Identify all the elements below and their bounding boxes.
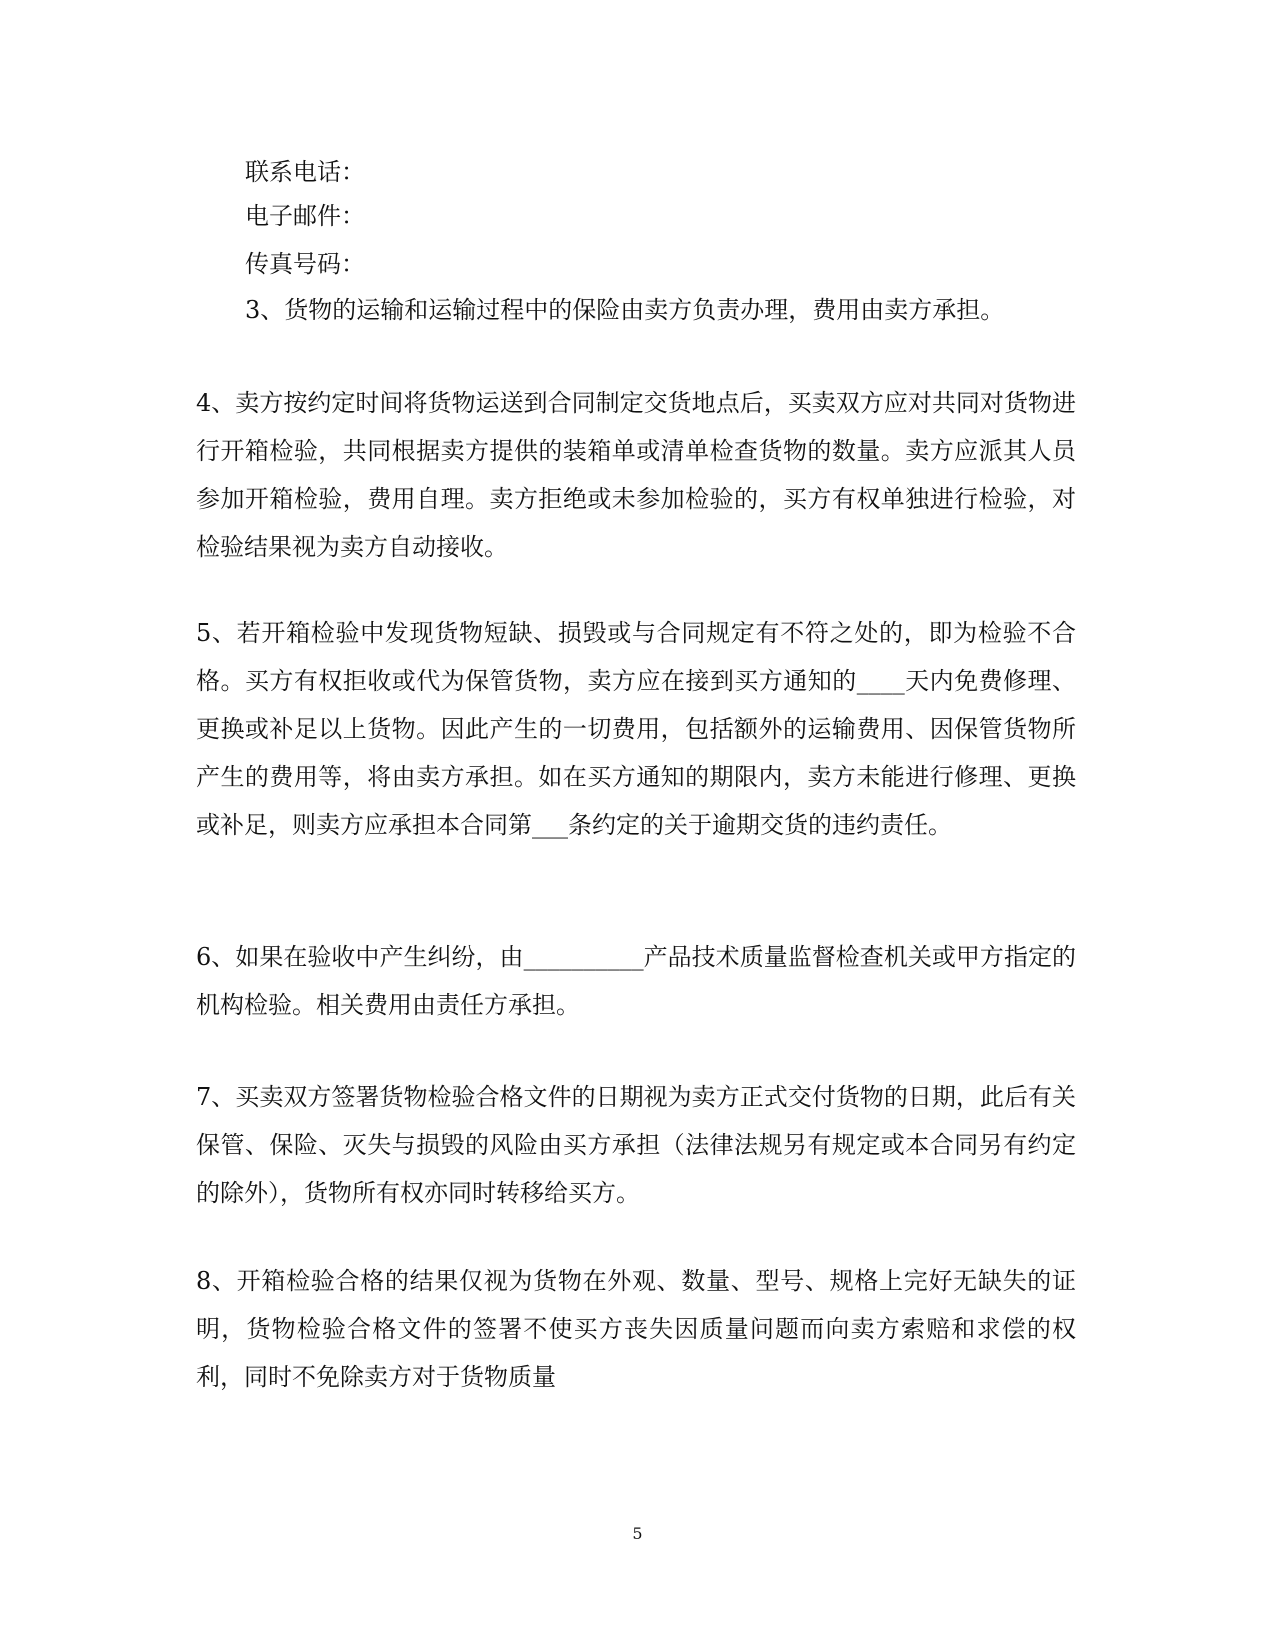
contact-email-label: 电子邮件：: [245, 202, 365, 230]
page-number: 5: [632, 1524, 643, 1543]
clause-7: 7、买卖双方签署货物检验合格文件的日期视为卖方正式交付货物的日期，此后有关保管、保险、灭失与损毁的风险由买方承担（法律法规另有规定或本合同另有约定的除外），货物所有权亦同时转移给买方。: [196, 1083, 1076, 1207]
contact-phone-label: 联系电话：: [245, 158, 365, 186]
clause-3: 3、货物的运输和运输过程中的保险由卖方负责办理，费用由卖方承担。: [245, 296, 1005, 324]
clause-6: 6、如果在验收中产生纠纷，由__________产品技术质量监督检查机关或甲方指定的机构检验。相关费用由责任方承担。: [196, 943, 1076, 1019]
clause-5: 5、若开箱检验中发现货物短缺、损毁或与合同规定有不符之处的，即为检验不合格。买方有权拒收或代为保管货物，卖方应在接到买方通知的____天内免费修理、更换或补足以上货物。因此产生的一切费用，包括额外的运输费用、因保管货物所产生的费用等，将由卖方承担。如在买方通知的期限内，卖方未能进行修理、更换或补足，则卖方应承担本合同第___条约定的关于逾期交货的违约责任。: [196, 619, 1076, 839]
contact-fax-label: 传真号码：: [245, 250, 365, 278]
clause-4: 4、卖方按约定时间将货物运送到合同制定交货地点后，买卖双方应对共同对货物进行开箱检验，共同根据卖方提供的装箱单或清单检查货物的数量。卖方应派其人员参加开箱检验，费用自理。卖方拒绝或未参加检验的，买方有权单独进行检验，对检验结果视为卖方自动接收。: [196, 389, 1076, 561]
clause-8: 8、开箱检验合格的结果仅视为货物在外观、数量、型号、规格上完好无缺失的证明，货物检验合格文件的签署不使买方丧失因质量问题而向卖方索赔和求偿的权利，同时不免除卖方对于货物质量: [196, 1267, 1076, 1391]
